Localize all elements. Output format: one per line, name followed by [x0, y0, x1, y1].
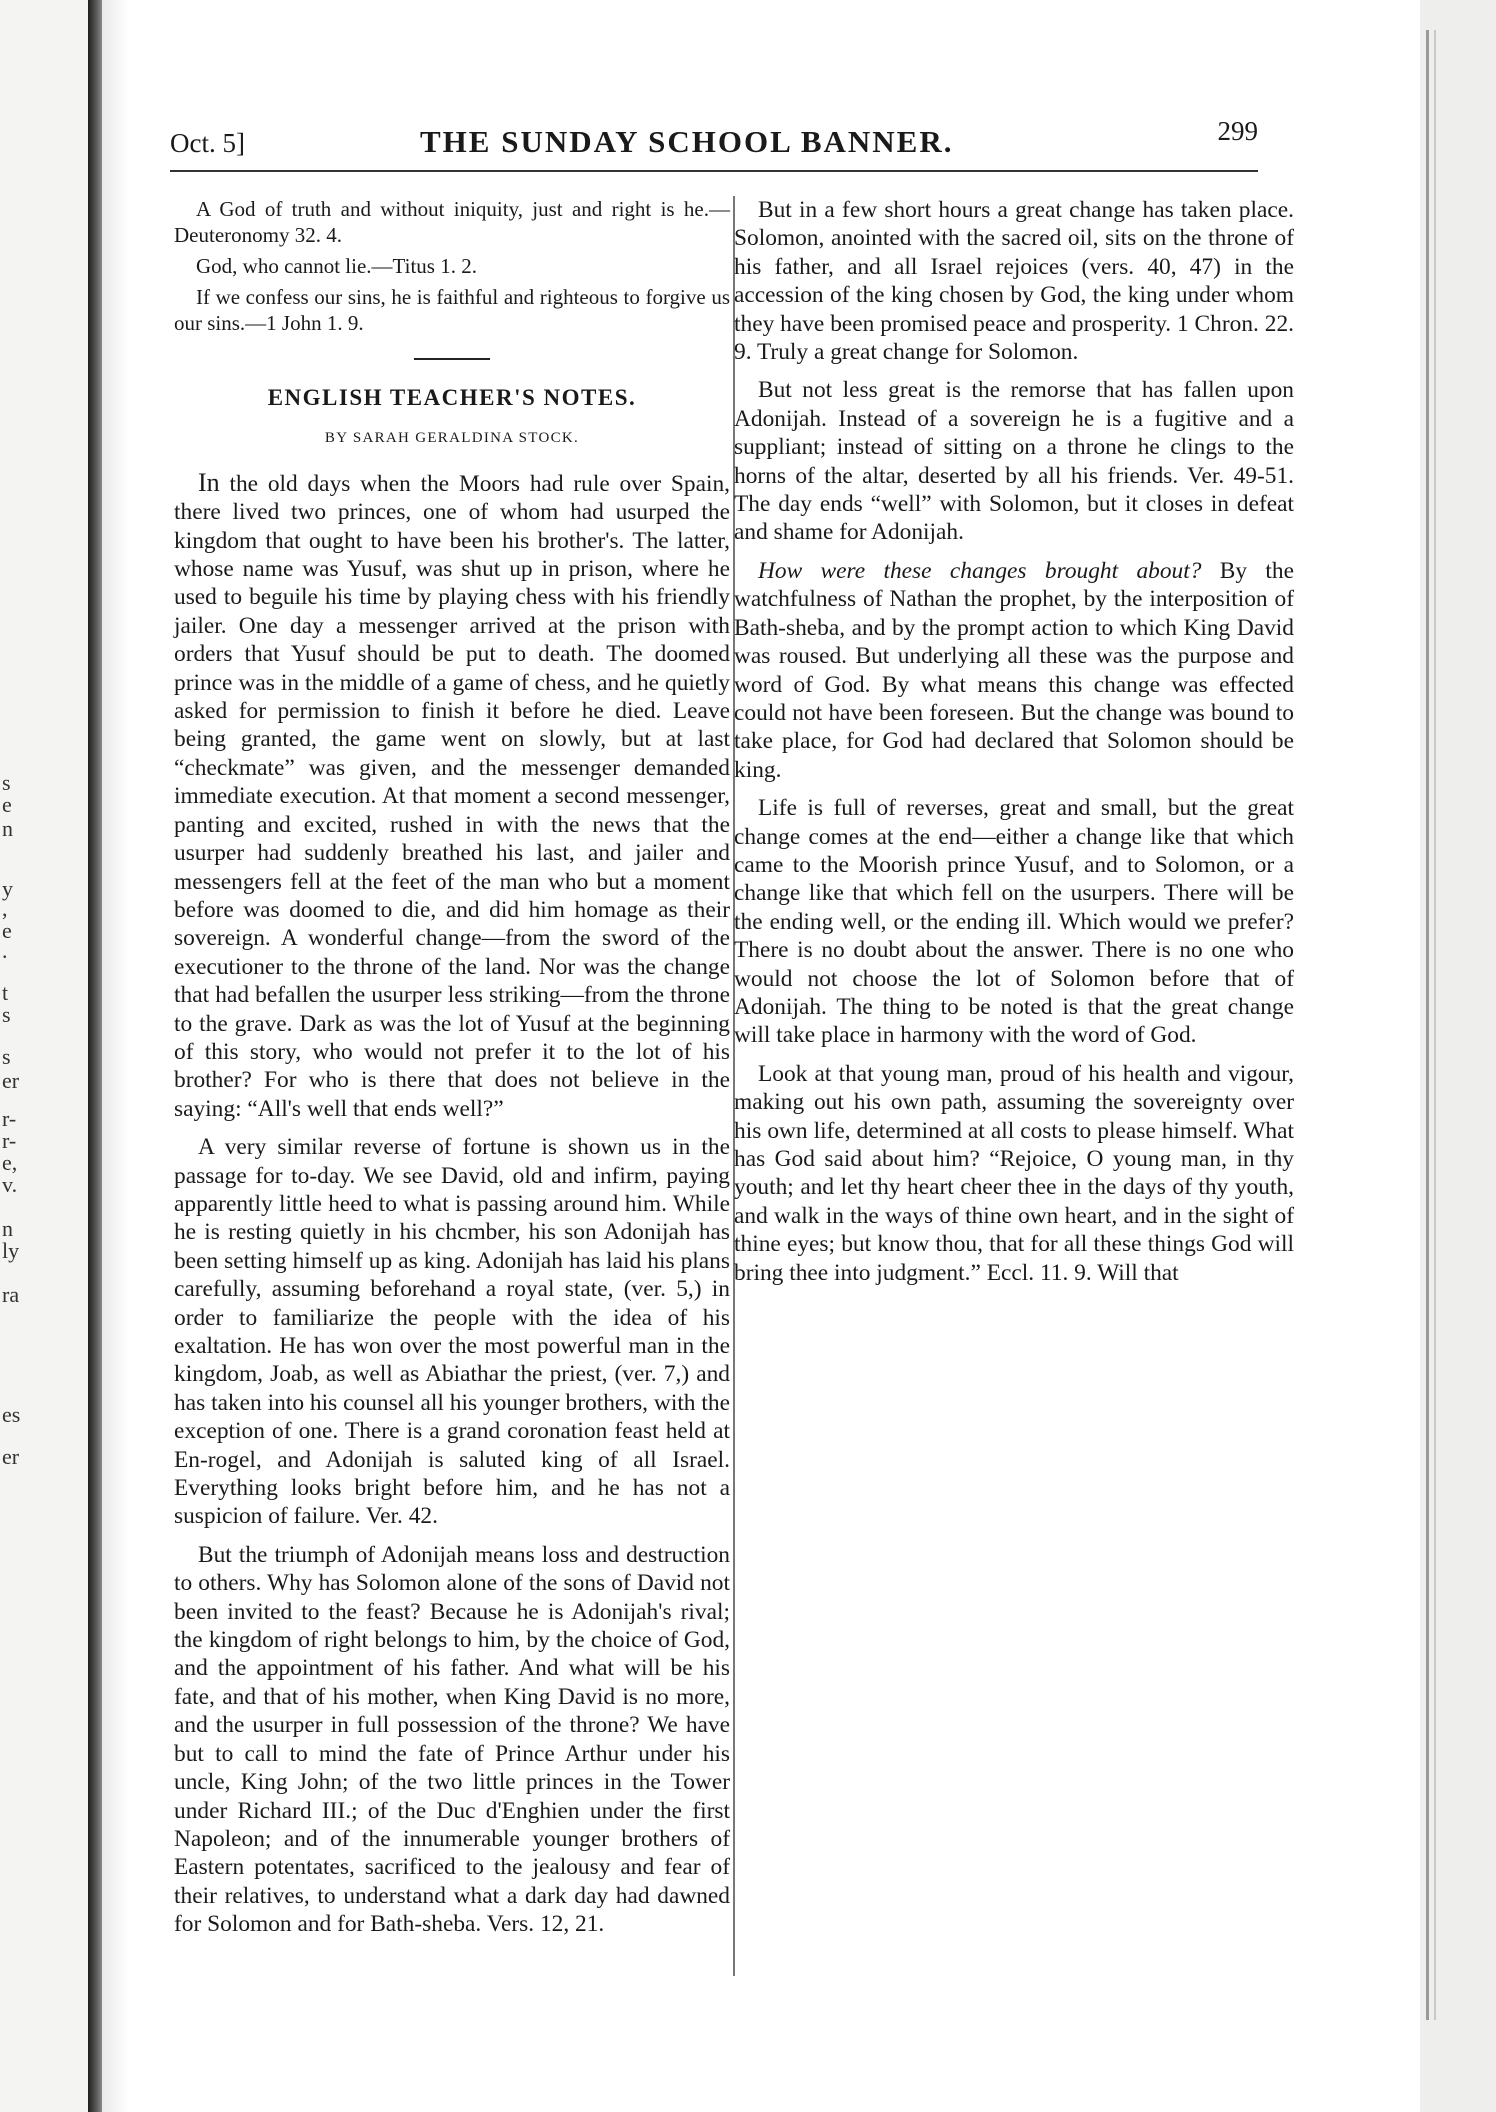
- facing-page-fragment: n: [2, 816, 13, 841]
- facing-page-fragment: er: [2, 1444, 20, 1469]
- facing-page-fragment: e: [2, 918, 12, 943]
- paragraph: How were these changes brought about? By the watchfulness of Nathan the prophet, by the interposition of Bath-sheba, and by the prompt action to which King David was roused. But underlying all these was the purpose and word of God. By what means this change was effected could not have been foreseen. But the change was bound to take place, for God had declared that Solomon should be king.: [734, 557, 1294, 783]
- facing-page-fragment: n: [2, 1216, 13, 1241]
- scripture-quote: God, who cannot lie.—Titus 1. 2.: [196, 254, 477, 278]
- issue-date: Oct. 5]: [170, 128, 245, 158]
- facing-page-fragment: s: [2, 770, 11, 795]
- facing-page-fragment: r-: [2, 1128, 17, 1153]
- facing-page-fragment: ra: [2, 1282, 20, 1307]
- section-divider: [414, 358, 490, 360]
- paragraph: But in a few short hours a great change has taken place. Solomon, anointed with the sacred oil, sits on the throne of his father, and all Israel rejoices (vers. 40, 47) in the accession of the king chosen by God, the king under whom they have been promised peace and prosperity. 1 Chron. 22. 9. Truly a great change for Solomon.: [734, 197, 1294, 366]
- scripture-quote: If we confess our sins, he is faithful and righteous to forgive us our sins.—1 John 1. 9.: [174, 285, 730, 335]
- facing-page-fragment: r-: [2, 1106, 17, 1131]
- facing-page-fragment: y: [2, 876, 13, 901]
- facing-page-fragment: ly: [2, 1238, 20, 1263]
- italic-question: How were these changes brought about?: [758, 557, 1202, 584]
- spine-shadow: [102, 0, 130, 2112]
- facing-page-strip: [0, 0, 88, 2112]
- page-edge: [1420, 0, 1496, 2112]
- facing-page-fragment: s: [2, 1044, 11, 1069]
- facing-page-fragment: v.: [2, 1172, 18, 1197]
- page-number: 299: [1217, 116, 1258, 146]
- publication-title: THE SUNDAY SCHOOL BANNER.: [420, 124, 954, 159]
- article-byline: BY SARAH GERALDINA STOCK.: [324, 430, 580, 447]
- facing-page-fragment: es: [2, 1402, 21, 1427]
- facing-page-fragment: ,: [2, 896, 8, 921]
- drop-cap: In: [198, 467, 220, 497]
- paragraph: But the triumph of Adonijah means loss and destruction to others. Why has Solomon alone of the sons of David not been invited to the feast? Because he is Adonijah's rival; the kingdom of right belongs to him, by the choice of God, and the appointment of his father. And what will be his fate, and that of his mother, when King David is no more, and the usurper in full possession of the throne? We have but to call to mind the fate of Prince Arthur under his uncle, King John; of the two little princes in the Tower under Richard III.; of the Duc d'Enghien under the first Napoleon; and of the innumerable younger brothers of Eastern potentates, sacrificed to the jealousy and fear of their relatives, to understand what a dark day had dawned for Solomon and for Bath-sheba. Vers. 12, 21.: [174, 1541, 730, 1938]
- running-head: [170, 112, 1258, 164]
- facing-page-fragment: s: [2, 1002, 11, 1027]
- facing-page-fragment: er: [2, 1068, 20, 1093]
- header-rule: [170, 170, 1258, 172]
- facing-page-fragment: e: [2, 792, 12, 817]
- facing-page-fragment: .: [2, 938, 8, 963]
- paragraph: In the old days when the Moors had rule over Spain, there lived two princes, one of whom had usurped the kingdom that ought to have been his brother's. The latter, whose name was Yusuf, was shut up in prison, where he used to beguile his time by playing chess with his friendly jailer. One day a messenger arrived at the prison with orders that Yusuf should be put to death. The doomed prince was in the middle of a game of chess, and he quietly asked for permission to finish it before he died. Leave being granted, the game went on slowly, but at last “checkmate” was given, and the messenger demanded immediate execution. At that moment a second messenger, panting and excited, rushed in with the news that the usurper had suddenly breathed his last, and jailer and messengers fell at the feet of the man who but a moment before was doomed to die, and did him homage as their sovereign. A wonderful change—from the sword of the executioner to the throne of the land. Nor was the change that had befallen the usurper less striking—from the throne to the grave. Dark as was the lot of Yusuf at the beginning of this story, who would not prefer it to the lot of his brother? For who is there that does not believe in the saying: “All's well that ends well?”: [174, 467, 730, 1122]
- scripture-quote: A God of truth and without iniquity, just and right is he.—Deuteronomy 32. 4.: [174, 197, 730, 247]
- paragraph: But not less great is the remorse that has fallen upon Adonijah. Instead of a sovereign he is a fugitive and a suppliant; instead of sitting on a throne he clings to the horns of the altar, deserted by all his friends. Ver. 49-51. The day ends “well” with Solomon, but it closes in defeat and shame for Adonijah.: [734, 377, 1294, 546]
- left-column: [174, 196, 730, 1949]
- facing-page-fragment: t: [2, 980, 9, 1005]
- facing-page-fragment: e,: [2, 1150, 18, 1175]
- book-binding: [88, 0, 102, 2112]
- paragraph: A very similar reverse of fortune is shown us in the passage for to-day. We see David, old and infirm, paying apparently little heed to what is passing around him. While he is resting quietly in his chcmber, his son Adonijah has been setting himself up as king. Adonijah has laid his plans carefully, assuming beforehand a royal state, (ver. 5,) in order to familiarize the people with the idea of his exaltation. He has won over the most powerful man in the kingdom, Joab, as well as Abiathar the priest, (ver. 7,) and has taken into his counsel all his younger brothers, with the exception of one. There is a grand coronation feast held at En-rogel, and Adonijah is saluted king of all Israel. Everything looks bright before him, and he has not a suspicion of failure. Ver. 42.: [174, 1134, 730, 1530]
- paragraph: Look at that young man, proud of his health and vigour, making out his own path, assuming the sovereignty over his own life, determined at all costs to please himself. What has God said about him? “Rejoice, O young man, in thy youth; and let thy heart cheer thee in the days of thy youth, and walk in the ways of thine own heart, and in the sight of thine eyes; but know thou, that for all these things God will bring thee into judgment.” Eccl. 11. 9. Will that: [734, 1060, 1294, 1286]
- right-column: [734, 196, 1294, 1297]
- paragraph: Life is full of reverses, great and small, but the great change comes at the end—either a change like that which came to the Moorish prince Yusuf, and to Solomon, or a change like that which fell on the usurpers. There will be the ending well, or the ending ill. Which would we prefer? There is no doubt about the answer. There is no one who would not choose the lot of Solomon before that of Adonijah. The thing to be noted is that the great change will take place in harmony with the word of God.: [734, 795, 1294, 1049]
- article-title: ENGLISH TEACHER'S NOTES.: [267, 385, 637, 410]
